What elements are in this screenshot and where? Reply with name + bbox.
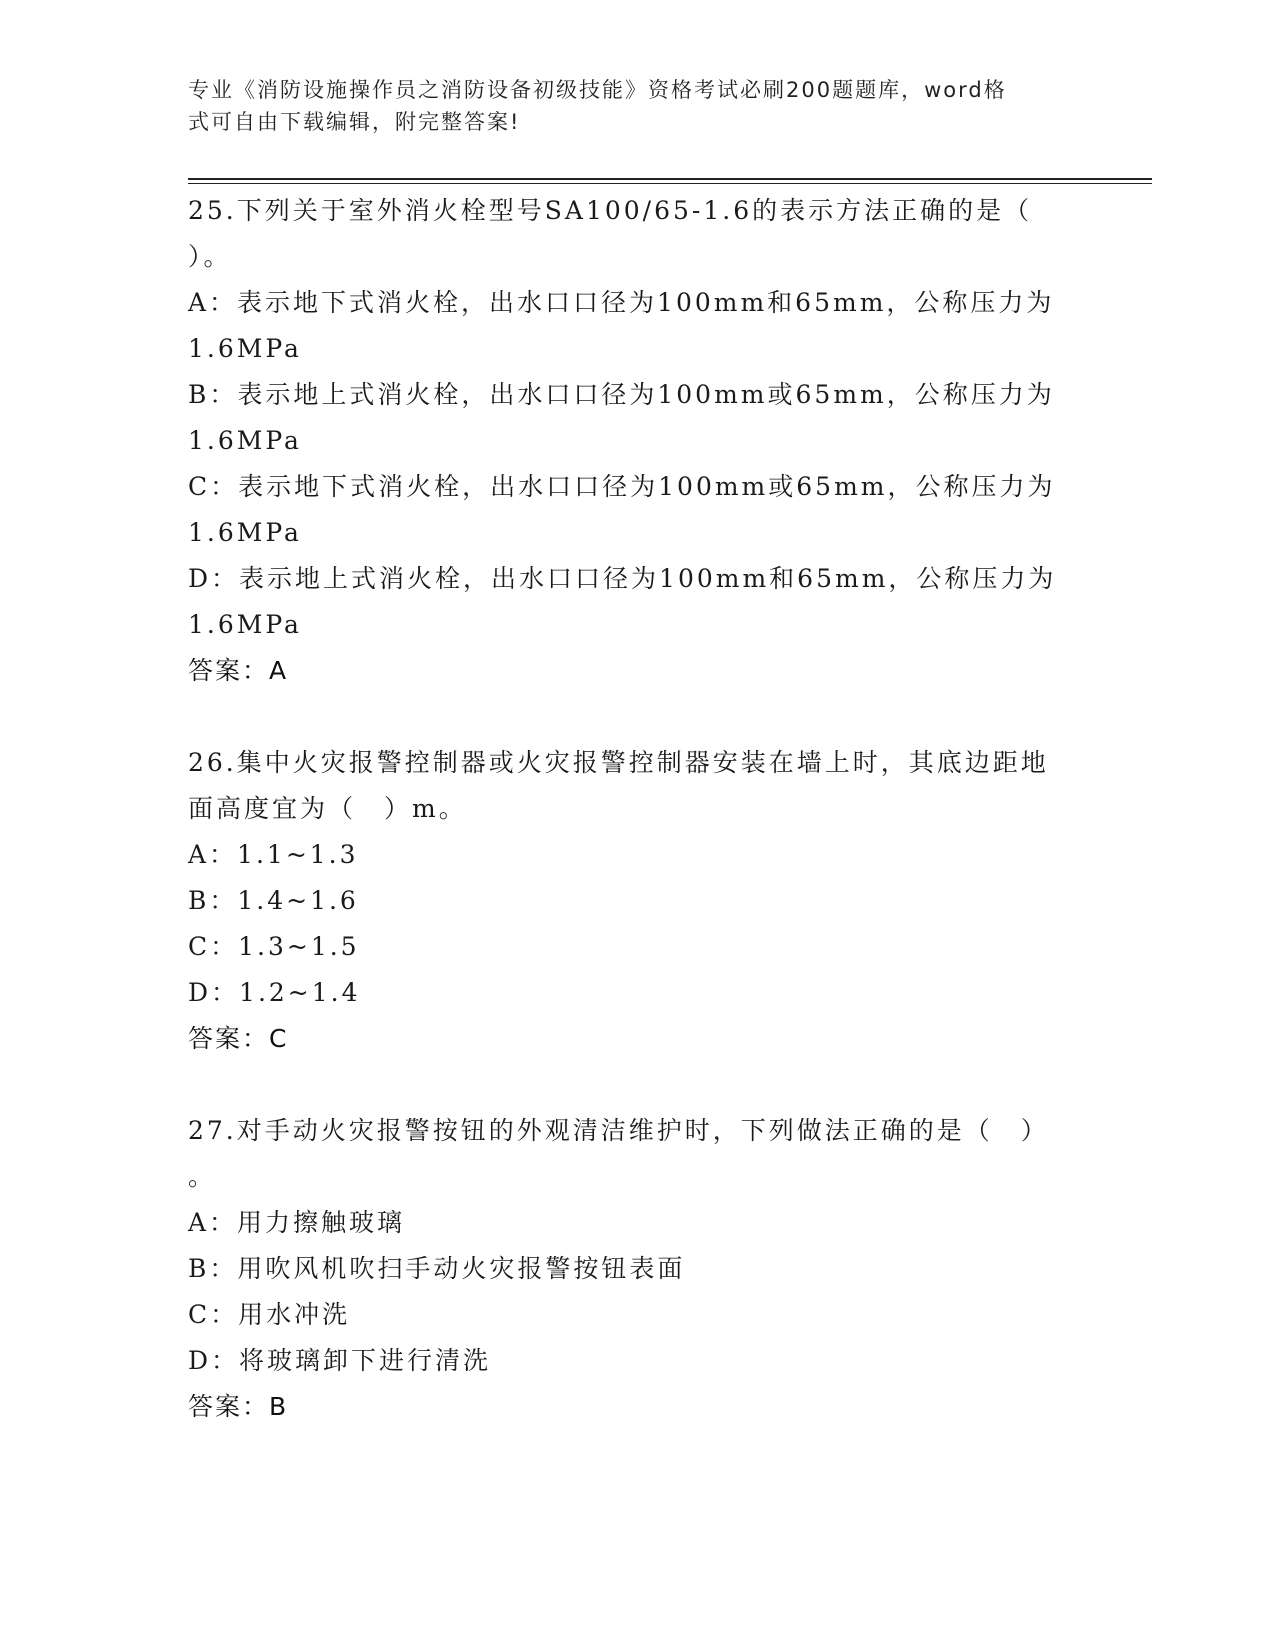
- answer-label: 答案：A: [188, 656, 289, 685]
- option-c-line: C：1.3~1.5: [188, 932, 360, 961]
- option-a-line: A：1.1~1.3: [188, 840, 359, 869]
- option-d-line: D：表示地上式消火栓，出水口口径为100mm和65mm，公称压力为: [188, 564, 1057, 593]
- option-b-line: 1.6MPa: [188, 426, 302, 455]
- question-stem-line: 25.下列关于室外消火栓型号SA100/65-1.6的表示方法正确的是（: [188, 196, 1033, 225]
- question-list: [188, 188, 1088, 1430]
- document-header: [188, 74, 1068, 138]
- question-stem-line: 26.集中火灾报警控制器或火灾报警控制器安装在墙上时，其底边距地: [188, 748, 1049, 777]
- question-stem-line: 面高度宜为（ ）m。: [188, 794, 467, 823]
- answer-label: 答案：B: [188, 1392, 289, 1421]
- option-c-line: C：表示地下式消火栓，出水口口径为100mm或65mm，公称压力为: [188, 472, 1056, 501]
- option-d-line: D：将玻璃卸下进行清洗: [188, 1346, 492, 1375]
- option-c-line: C：用水冲洗: [188, 1300, 351, 1329]
- question-stem-line: 。: [188, 1162, 217, 1191]
- question-27: [188, 1108, 1088, 1430]
- option-d-line: 1.6MPa: [188, 610, 302, 639]
- option-d-line: D：1.2~1.4: [188, 978, 361, 1007]
- answer-label: 答案：C: [188, 1024, 289, 1053]
- header-divider-thick: [188, 178, 1152, 180]
- option-b-line: B：用吹风机吹扫手动火灾报警按钮表面: [188, 1254, 686, 1283]
- option-b-line: B：表示地上式消火栓，出水口口径为100mm或65mm，公称压力为: [188, 380, 1055, 409]
- option-a-line: 1.6MPa: [188, 334, 302, 363]
- option-a-line: A：用力擦触玻璃: [188, 1208, 406, 1237]
- header-line-2: 式可自由下载编辑，附完整答案!: [188, 110, 521, 134]
- question-stem-line: ）。: [188, 242, 232, 271]
- spacer: [188, 1062, 1088, 1108]
- question-26: [188, 740, 1088, 1062]
- question-25: [188, 188, 1088, 694]
- spacer: [188, 694, 1088, 740]
- question-stem-line: 27.对手动火灾报警按钮的外观清洁维护时，下列做法正确的是（ ）: [188, 1116, 1049, 1145]
- header-divider-thin: [188, 183, 1152, 184]
- header-line-1: 专业《消防设施操作员之消防设备初级技能》资格考试必刷200题题库，word格: [188, 78, 1007, 102]
- option-c-line: 1.6MPa: [188, 518, 302, 547]
- option-b-line: B：1.4~1.6: [188, 886, 359, 915]
- option-a-line: A：表示地下式消火栓，出水口口径为100mm和65mm，公称压力为: [188, 288, 1055, 317]
